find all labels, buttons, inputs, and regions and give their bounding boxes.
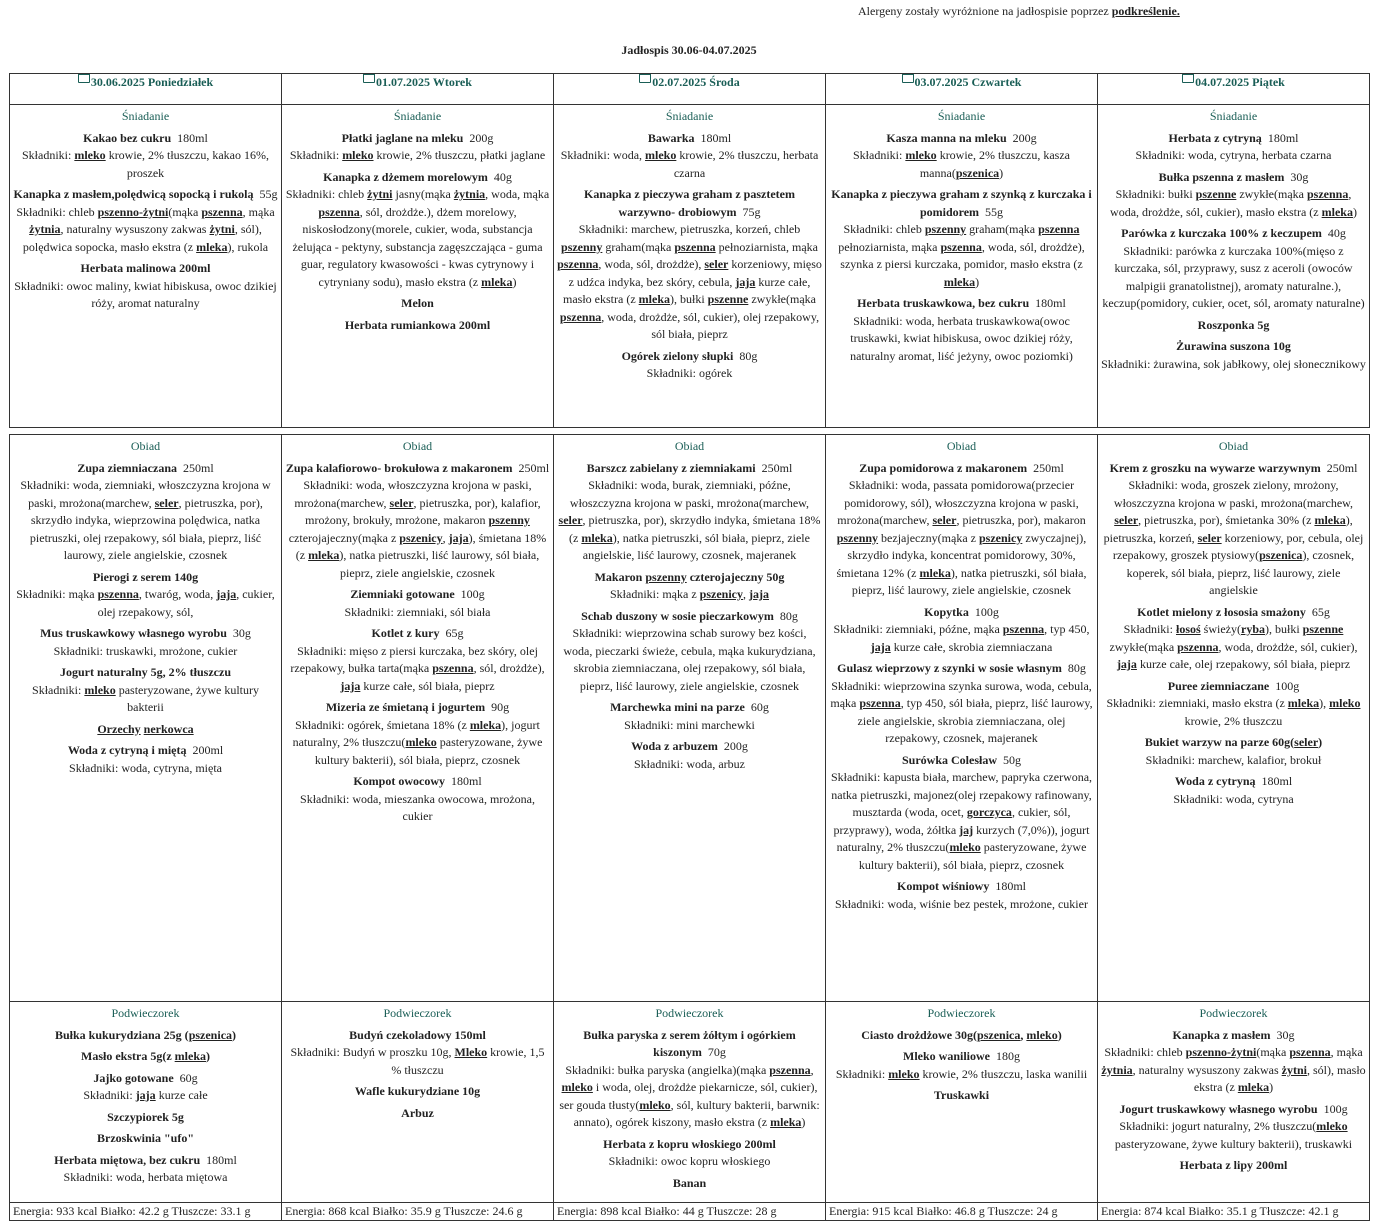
- dish-ingredients: Składniki: bułki pszenne zwykłe(mąka pszenna, woda, drożdże, sól, cukier), masło ekstra (z mleka): [1110, 187, 1357, 219]
- dish-title: Kanapka z pieczywa graham z szynką z kurczaka i pomidorem: [831, 187, 1092, 219]
- dish-title: Krem z groszku na wywarze warzywnym: [1109, 460, 1321, 475]
- dish-name: [13, 742, 278, 760]
- dish-name: [829, 752, 1094, 770]
- dish-title: Bułka pszenna z masłem: [1158, 169, 1285, 184]
- dish-name: [285, 1083, 550, 1101]
- dish-title: Pierogi z serem 140g: [92, 569, 199, 584]
- dish-amount: 40g: [1327, 226, 1346, 240]
- day-header-1: [282, 74, 554, 105]
- dish-name: [829, 1048, 1094, 1066]
- dish-ingredients: Składniki: mleko krowie, 2% tłuszczu, płatki jaglane: [289, 148, 546, 162]
- dish-title: Puree ziemniaczane: [1167, 678, 1270, 693]
- dish-amount: 30g: [1276, 1027, 1295, 1042]
- dish-ingredients: Składniki: jogurt naturalny, 2% tłuszczu(mleko pasteryzowane, żywe kultury bakterii), truskawki: [1114, 1119, 1353, 1151]
- dish-name: [285, 586, 550, 604]
- meal-cell: [826, 435, 1098, 1002]
- dish-amount: 180ml: [451, 774, 482, 788]
- dish-amount: 250ml: [1033, 460, 1064, 475]
- dish-title: Herbata z kopru włoskiego 200ml: [603, 1136, 776, 1151]
- calendar-icon: [902, 74, 914, 84]
- dish-name: [13, 1152, 278, 1170]
- dish-name: [285, 130, 550, 148]
- dish-ingredients: Składniki: ogórek: [646, 366, 733, 380]
- allergen-note-text: Alergeny zostały wyróżnione na jadłospisie poprzez: [858, 4, 1112, 18]
- dish-ingredients: Składniki: bułka paryska (angielka)(mąka pszenna, mleko i woda, olej, drożdże piekarnicze, sól, cukier), ser gouda tłusty(mleko, sól, kultury bakterii, barwnik: annato), ogórek kiszony, masło ekstra (z mleka): [559, 1062, 820, 1129]
- dish-title: Brzoskwinia "ufo": [96, 1131, 194, 1145]
- dish-amount: 180ml: [1267, 130, 1299, 145]
- dish-title: Parówka z kurczaka 100% z keczupem: [1121, 226, 1322, 240]
- spacer-cell: [826, 428, 1098, 435]
- meal-row-snack: [10, 1002, 1370, 1203]
- meal-title: Śniadanie: [937, 109, 986, 123]
- energy-summary: Energia: 868 kcal Białko: 35.9 g Tłuszcze: 24.6 g: [282, 1203, 554, 1221]
- allergen-note: [858, 4, 1180, 19]
- dish-name: [557, 1027, 822, 1062]
- allergen-note-keyword: podkreślenie.: [1111, 4, 1180, 18]
- dish-amount: 100g: [1275, 678, 1300, 693]
- dish-title: Kotlet mielony z łososia smażony: [1137, 604, 1306, 619]
- dish-name: [285, 1105, 550, 1123]
- meal-cell: [1098, 435, 1370, 1002]
- dish-ingredients: Składniki: woda, cytryna, herbata czarna: [1135, 148, 1332, 162]
- page-title: Jadłospis 30.06-04.07.2025: [621, 43, 757, 57]
- meal-row-lunch: [10, 435, 1370, 1002]
- dish-name: [285, 1027, 550, 1045]
- dish-amount: 90g: [491, 700, 510, 714]
- dish-title: Jogurt truskawkowy własnego wyrobu: [1119, 1101, 1318, 1116]
- meal-title: Obiad: [674, 439, 705, 453]
- energy-summary: Energia: 874 kcal Białko: 35.1 g Tłuszcze: 42.1 g: [1098, 1203, 1370, 1221]
- dish-name: [13, 1109, 278, 1127]
- dish-name: [829, 1027, 1094, 1045]
- spacer-cell: [10, 428, 282, 435]
- dish-title: Kanapka z masłem,polędwicą sopocką i rukolą: [13, 187, 254, 201]
- meal-title: Podwieczorek: [1199, 1006, 1268, 1020]
- dish-title: Herbata miętowa, bez cukru: [54, 1152, 201, 1167]
- meal-cell: [826, 1002, 1098, 1203]
- dish-amount: 180ml: [1035, 296, 1066, 310]
- dish-name: [557, 699, 822, 717]
- calendar-icon: [363, 74, 375, 84]
- dish-name: [1101, 1157, 1366, 1175]
- dish-title: Bukiet warzyw na parze 60g(seler): [1144, 735, 1323, 749]
- energy-row: [10, 1203, 1370, 1221]
- day-header-row: [10, 74, 1370, 105]
- dish-amount: 180ml: [177, 130, 208, 145]
- dish-name: [13, 1027, 278, 1045]
- dish-title: Kanapka z dżemem morelowym: [323, 169, 488, 184]
- dish-title: Roszponka 5g: [1197, 317, 1270, 332]
- dish-amount: 200g: [723, 739, 748, 753]
- dish-ingredients: Składniki: wieprzowina szynka surowa, woda, cebula, mąka pszenna, typ 450, sól biała, pieprz, liść laurowy, ziele angielskie, skrobia ziemniaczana, olej rzepakowy, czosnek, majeranek: [830, 678, 1093, 745]
- dish-ingredients: Składniki: mąka z pszenicy, jaja: [610, 587, 769, 601]
- dish-name: [1101, 225, 1366, 243]
- dish-name: [13, 260, 278, 278]
- dish-ingredients: Składniki: mleko krowie, 2% tłuszczu, kakao 16%, proszek: [22, 148, 269, 180]
- dish-title: Jogurt naturalny 5g, 2% tłuszczu: [60, 665, 231, 679]
- dish-title: Mus truskawkowy własnego wyrobu: [40, 626, 227, 640]
- dish-amount: 50g: [1003, 752, 1021, 767]
- dish-amount: 65g: [1311, 604, 1330, 619]
- dish-amount: 65g: [445, 626, 464, 640]
- day-label: 04.07.2025 Piątek: [1195, 75, 1285, 89]
- dish-amount: 30g: [232, 626, 251, 640]
- meal-title: Obiad: [946, 439, 977, 453]
- dish-name: [829, 660, 1094, 678]
- dish-amount: 250ml: [1326, 460, 1358, 475]
- dish-name: [13, 1130, 278, 1148]
- dish-ingredients: Składniki: mleko krowie, 2% tłuszczu, laska wanilii: [835, 1066, 1088, 1081]
- dish-title: Bułka kukurydziana 25g (pszenica): [54, 1027, 237, 1042]
- dish-amount: 80g: [739, 348, 758, 363]
- dish-name: [1101, 130, 1366, 148]
- dish-name: [13, 460, 278, 478]
- dish-ingredients: Składniki: woda, groszek zielony, mrożony, włoszczyzna krojona w paski, mrożona(marchew, seler, pietruszka, por), śmietanka 30% (z mleka), pietruszka, korzeń, seler korzeniowy, por, cebula, olej rzepakowy, groszek ptysiowy(pszenica), czosnek, koperek, sól biała, pieprz, liść laurowy, ziele angielskie: [1103, 478, 1364, 597]
- dish-ingredients: Składniki: woda, wiśnie bez pestek, mrożone, cukier: [835, 896, 1088, 911]
- dish-name: [13, 664, 278, 682]
- row-spacer: [10, 428, 1370, 435]
- dish-name: [829, 1087, 1094, 1105]
- dish-title: Szczypiorek 5g: [107, 1109, 184, 1124]
- dish-title: Płatki jaglane na mleku: [341, 130, 464, 145]
- dish-name: [285, 460, 550, 478]
- meal-title: Obiad: [1218, 439, 1249, 453]
- dish-name: [285, 317, 550, 335]
- calendar-icon: [1182, 74, 1194, 84]
- dish-ingredients: Składniki: woda, cytryna, mięta: [69, 760, 222, 775]
- dish-amount: 180ml: [1261, 774, 1293, 788]
- day-header-4: [1098, 74, 1370, 105]
- meal-cell: [10, 105, 282, 428]
- dish-name: [1101, 773, 1366, 791]
- dish-title: Melon: [401, 296, 434, 310]
- dish-name: [829, 604, 1094, 622]
- dish-name: [285, 169, 550, 187]
- dish-title: Schab duszony w sosie pieczarkowym: [581, 608, 774, 623]
- dish-ingredients: Składniki: chleb pszenno-żytni(mąka pszenna, mąka żytnia, naturalny wysuszony zakwas żytni, sól), polędwica sopocka, masło ekstra (z mleka), rukola: [16, 204, 275, 254]
- dish-name: [1101, 678, 1366, 696]
- meal-title: Podwieczorek: [655, 1006, 724, 1020]
- dish-name: [13, 1070, 278, 1088]
- dish-ingredients: Składniki: marchew, pietruszka, korzeń, chleb pszenny graham(mąka pszenna pełnoziarnista, mąka pszenna, woda, sól, drożdże), seler korzeniowy, mięso z udźca indyka, bez skóry, cebula, jaja kurze całe, masło ekstra (z mleka), bułki pszenne zwykłe(mąka pszenna, woda, drożdże, sól, cukier), olej rzepakowy, sól biała, pieprz: [557, 222, 822, 341]
- dish-amount: 55g: [985, 204, 1004, 219]
- dish-name: [13, 569, 278, 587]
- dish-name: [557, 460, 822, 478]
- dish-ingredients: Składniki: mięso z piersi kurczaka, bez skóry, olej rzepakowy, bułka tarta(mąka pszenna, sól, drożdże), jaja kurze całe, sól biała, pieprz: [290, 643, 545, 693]
- dish-amount: 200g: [1012, 130, 1037, 145]
- dish-amount: 70g: [707, 1045, 726, 1059]
- meal-cell: [554, 1002, 826, 1203]
- meal-cell: [554, 105, 826, 428]
- dish-ingredients: Składniki: owoc maliny, kwiat hibiskusa, owoc dzikiej róży, aromat naturalny: [14, 278, 277, 310]
- dish-title: Arbuz: [401, 1105, 434, 1120]
- spacer-cell: [1098, 428, 1370, 435]
- dish-ingredients: Składniki: Budyń w proszku 10g, Mleko krowie, 1,5 % tłuszczu: [290, 1045, 545, 1077]
- dish-title: Budyń czekoladowy 150ml: [349, 1027, 486, 1042]
- dish-title: Ziemniaki gotowane: [350, 587, 455, 601]
- dish-title: Surówka Colesław: [901, 752, 997, 767]
- spacer-cell: [554, 428, 826, 435]
- dish-ingredients: Składniki: mleko pasteryzowane, żywe kultury bakterii: [32, 682, 259, 714]
- dish-amount: 180ml: [206, 1152, 237, 1167]
- dish-title: Zupa pomidorowa z makaronem: [859, 460, 1028, 475]
- dish-title: Mleko waniliowe: [903, 1049, 990, 1063]
- dish-name: [1101, 734, 1366, 752]
- dish-name: [285, 699, 550, 717]
- day-label: 02.07.2025 Środa: [652, 75, 740, 89]
- dish-amount: 80g: [779, 608, 798, 623]
- dish-ingredients: Składniki: owoc kopru włoskiego: [608, 1154, 771, 1168]
- dish-amount: 200g: [469, 130, 494, 145]
- dish-ingredients: Składniki: mini marchewki: [624, 717, 755, 732]
- dish-name: [13, 625, 278, 643]
- dish-amount: 55g: [259, 187, 278, 201]
- dish-ingredients: Składniki: parówka z kurczaka 100%(mięso z kurczaka, sól, przyprawy, susz z aceroli (owoców malpigii granatolistnej), aromaty naturalne.), keczup(pomidory, cukier, ocet, sól, aromaty naturalne): [1102, 243, 1365, 310]
- dish-name: [829, 460, 1094, 478]
- dish-name: [1101, 460, 1366, 478]
- energy-summary: Energia: 915 kcal Białko: 46.8 g Tłuszcze: 24 g: [826, 1203, 1098, 1221]
- dish-name: [557, 1136, 822, 1154]
- dish-amount: 250ml: [183, 460, 214, 475]
- meal-cell: [826, 105, 1098, 428]
- dish-ingredients: Składniki: ogórek, śmietana 18% (z mleka), jogurt naturalny, 2% tłuszczu(mleko pasteryzowane, żywe kultury bakterii), sól biała, pieprz, czosnek: [292, 717, 543, 767]
- dish-name: [13, 186, 278, 204]
- dish-ingredients: Składniki: mleko krowie, 2% tłuszczu, kasza manna(pszenica): [853, 148, 1070, 180]
- meal-title: Śniadanie: [665, 109, 714, 123]
- dish-title: Makaron pszenny czterojajeczny 50g: [594, 569, 785, 584]
- day-label: 30.06.2025 Poniedziałek: [90, 75, 214, 89]
- dish-name: [285, 295, 550, 313]
- dish-title: Woda z cytryną: [1174, 774, 1256, 788]
- dish-name: [557, 186, 822, 221]
- dish-ingredients: Składniki: woda, herbata truskawkowa(owoc truskawki, kwiat hibiskusa, owoc dzikiej róży, naturalny aromat, liść jeżyny, owoc poziomki): [850, 313, 1073, 363]
- dish-title: Jajko gotowane: [93, 1070, 174, 1085]
- dish-title: Kanapka z masłem: [1172, 1027, 1271, 1042]
- dish-amount: 80g: [1067, 661, 1086, 675]
- meal-cell: [282, 1002, 554, 1203]
- dish-title: Herbata rumiankowa 200ml: [344, 317, 491, 332]
- dish-title: Gulasz wieprzowy z szynki w sosie własnym: [837, 661, 1062, 675]
- meal-title: Podwieczorek: [383, 1006, 452, 1020]
- dish-ingredients: Składniki: ziemniaki, sól biała: [344, 604, 491, 619]
- menu-table: [9, 73, 1370, 1221]
- meal-cell: [282, 435, 554, 1002]
- dish-name: [1101, 1027, 1366, 1045]
- dish-name: [285, 625, 550, 643]
- energy-summary: Energia: 933 kcal Białko: 42.2 g Tłuszcze: 33.1 g: [10, 1203, 282, 1221]
- dish-name: [557, 130, 822, 148]
- dish-amount: 250ml: [761, 460, 793, 475]
- dish-title: Marchewka mini na parze: [610, 700, 745, 714]
- dish-name: [1101, 169, 1366, 187]
- dish-ingredients: Składniki: jaja kurze całe: [83, 1088, 208, 1102]
- dish-title: Mizeria ze śmietaną i jogurtem: [325, 700, 486, 714]
- dish-name: [557, 569, 822, 587]
- dish-title: Ciasto drożdżowe 30g(pszenica, mleko): [861, 1027, 1062, 1042]
- dish-title: Barszcz zabielany z ziemniakami: [586, 460, 756, 475]
- dish-name: [829, 186, 1094, 221]
- dish-title: Herbata truskawkowa, bez cukru: [857, 296, 1030, 310]
- dish-amount: 60g: [750, 700, 769, 714]
- dish-name: [1101, 317, 1366, 335]
- dish-ingredients: Składniki: woda, włoszczyzna krojona w paski, mrożona(marchew, seler, pietruszka, por), kalafior, mrożony, brokuły, mrożone, makaron pszenny czterojajeczny(mąka z pszenicy, jaja), śmietana 18% (z mleka), natka pietruszki, liść laurowy, sól biała, pieprz, ziele angielskie, czosnek: [288, 478, 547, 580]
- dish-title: Wafle kukurydziane 10g: [354, 1084, 481, 1098]
- dish-amount: 75g: [742, 204, 761, 219]
- dish-ingredients: Składniki: chleb pszenny graham(mąka pszenna pełnoziarnista, mąka pszenna, woda, sól, drożdże), szynka z piersi kurczaka, pomidor, masło ekstra (z mleka): [838, 222, 1085, 289]
- dish-title: Woda z arbuzem: [631, 739, 718, 753]
- dish-ingredients: Składniki: woda, ziemniaki, włoszczyzna krojona w paski, mrożona(marchew, seler, pietruszka, por), skrzydło indyka, wieprzowina polędwica, natka pietruszki, olej rzepakowy, sól biała, pieprz, liść laurowy, ziele angielskie, czosnek: [20, 478, 271, 562]
- dish-amount: 30g: [1290, 169, 1309, 184]
- dish-amount: 200ml: [192, 743, 224, 757]
- dish-ingredients: Składniki: chleb żytni jasny(mąka żytnia, woda, mąka pszenna, sól, drożdże.), dżem morelowy, niskosłodzony(morele, cukier, woda, substancja żelująca - pektyny, substancja zagęszczająca - guma guar, regulatory kwasowości - kwas cytrynowy i cytryniany sodu), masło ekstra (z mleka): [285, 187, 550, 289]
- dish-ingredients: Składniki: woda, mleko krowie, 2% tłuszczu, herbata czarna: [560, 148, 819, 180]
- dish-title: Kasza manna na mleku: [886, 130, 1007, 145]
- meal-cell: [1098, 1002, 1370, 1203]
- energy-summary: Energia: 898 kcal Białko: 44 g Tłuszcze: 28 g: [554, 1203, 826, 1221]
- dish-title: Ogórek zielony słupki: [621, 348, 734, 363]
- meal-cell: [282, 105, 554, 428]
- dish-name: [13, 721, 278, 739]
- dish-title: Kakao bez cukru: [83, 130, 172, 145]
- dish-name: [1101, 1101, 1366, 1119]
- dish-name: [1101, 604, 1366, 622]
- dish-title: Herbata z cytryną: [1168, 130, 1262, 145]
- dish-ingredients: Składniki: woda, herbata miętowa: [63, 1170, 228, 1184]
- dish-name: [1101, 338, 1366, 356]
- dish-title: Masło ekstra 5g(z mleka): [81, 1049, 210, 1063]
- dish-name: [829, 295, 1094, 313]
- dish-ingredients: Składniki: kapusta biała, marchew, papryka czerwona, natka pietruszki, majonez(olej rzepakowy rafinowany, musztarda (woda, ocet, gorczyca, cukier, sól, przyprawy), woda, żółtka jaj kurzych (7,0%)), jogurt naturalny, 2% tłuszczu(mleko pasteryzowane, żywe kultury bakterii), sól biała, pieprz, czosnek: [830, 770, 1093, 872]
- day-header-0: [10, 74, 282, 105]
- dish-title: Woda z cytryną i miętą: [67, 743, 187, 757]
- dish-ingredients: Składniki: woda, arbuz: [634, 756, 745, 771]
- meal-title: Śniadanie: [1209, 109, 1258, 123]
- meal-title: Obiad: [130, 439, 161, 453]
- day-label: 03.07.2025 Czwartek: [914, 75, 1022, 89]
- dish-title: Zupa ziemniaczana: [77, 460, 177, 475]
- dish-amount: 100g: [974, 604, 999, 619]
- spacer-cell: [282, 428, 554, 435]
- calendar-icon: [78, 74, 90, 84]
- dish-name: [557, 738, 822, 756]
- day-header-3: [826, 74, 1098, 105]
- dish-ingredients: Składniki: woda, mieszanka owocowa, mrożona, cukier: [300, 791, 535, 823]
- dish-name: [557, 348, 822, 366]
- dish-name: [13, 130, 278, 148]
- meal-title: Podwieczorek: [111, 1006, 180, 1020]
- dish-title: Banan: [672, 1175, 707, 1190]
- dish-ingredients: Składniki: wieprzowina schab surowy bez kości, woda, pieczarki świeże, cebula, mąka kukurydziana, skrobia ziemniaczana, olej rzepakowy, sól biała, pieprz, liść laurowy, ziele angielskie, czosnek: [563, 626, 816, 693]
- dish-amount: 100g: [460, 587, 485, 601]
- dish-ingredients: Składniki: mąka pszenna, twaróg, woda, jaja, cukier, olej rzepakowy, sól,: [16, 587, 275, 619]
- calendar-icon: [639, 74, 651, 84]
- dish-title: Kotlet z kury: [371, 626, 440, 640]
- dish-amount: 180ml: [700, 130, 732, 145]
- dish-amount: 100g: [1323, 1101, 1348, 1116]
- dish-title: Herbata malinowa 200ml: [80, 261, 211, 275]
- dish-title: Orzechy nerkowca: [97, 721, 194, 736]
- meal-title: Podwieczorek: [927, 1006, 996, 1020]
- dish-ingredients: Składniki: woda, passata pomidorowa(przecier pomidorowy, sól), włoszczyzna krojona w paski, mrożona(marchew, seler, pietruszka, por), makaron pszenny bezjajeczny(mąka z pszenicy zwyczajnej), skrzydło indyka, koncentrat pomidorowy, 30%, śmietana 12% (z mleka), natka pietruszki, sól biała, pieprz, liść laurowy, ziele angielskie, czosnek: [836, 478, 1087, 597]
- dish-name: [829, 878, 1094, 896]
- dish-title: Bawarka: [647, 130, 695, 145]
- meal-cell: [1098, 105, 1370, 428]
- meal-cell: [554, 435, 826, 1002]
- day-header-2: [554, 74, 826, 105]
- dish-title: Kopytka: [924, 604, 969, 619]
- dish-ingredients: Składniki: ziemniaki, masło ekstra (z mleka), mleko krowie, 2% tłuszczu: [1106, 696, 1361, 728]
- dish-ingredients: Składniki: woda, cytryna: [1173, 791, 1294, 806]
- dish-name: [829, 130, 1094, 148]
- dish-amount: 60g: [179, 1070, 198, 1085]
- dish-ingredients: Składniki: ziemniaki, późne, mąka pszenna, typ 450, jaja kurze całe, skrobia ziemniaczana: [833, 622, 1090, 654]
- dish-name: [557, 1175, 822, 1193]
- meal-title: Obiad: [402, 439, 433, 453]
- dish-title: Zupa kalafiorowo- brokułowa z makaronem: [285, 460, 513, 475]
- dish-amount: 180g: [996, 1049, 1020, 1063]
- dish-ingredients: Składniki: truskawki, mrożone, cukier: [53, 643, 238, 658]
- day-label: 01.07.2025 Wtorek: [376, 75, 472, 89]
- dish-ingredients: Składniki: żurawina, sok jabłkowy, olej słonecznikowy: [1101, 356, 1366, 371]
- dish-title: Truskawki: [933, 1088, 990, 1102]
- dish-amount: 180ml: [995, 879, 1026, 893]
- dish-ingredients: Składniki: woda, burak, ziemniaki, późne, włoszczyzna krojona w paski, mrożona(marchew, seler, pietruszka, por), skrzydło indyka, śmietana 18% (z mleka), natka pietruszki, sól biała, pieprz, ziele angielskie, liść laurowy, czosnek, majeranek: [558, 478, 821, 562]
- dish-ingredients: Składniki: chleb pszenno-żytni(mąka pszenna, mąka żytnia, naturalny wysuszony zakwas żytni, sól), masło ekstra (z mleka): [1101, 1045, 1366, 1094]
- dish-ingredients: Składniki: łosoś świeży(ryba), bułki pszenne zwykłe(mąka pszenna, woda, drożdże, sól, cukier), jaja kurze całe, olej rzepakowy, sól biała, pieprz: [1109, 622, 1358, 671]
- meal-title: Śniadanie: [393, 109, 442, 123]
- meal-cell: [10, 435, 282, 1002]
- dish-title: Żurawina suszona 10g: [1176, 339, 1291, 353]
- meal-row-breakfast: [10, 105, 1370, 428]
- dish-name: [285, 773, 550, 791]
- dish-title: Bułka paryska z serem żółtym i ogórkiem kiszonym: [583, 1027, 796, 1059]
- dish-amount: 40g: [493, 169, 512, 184]
- meal-title: Śniadanie: [121, 109, 170, 123]
- dish-title: Kompot wiśniowy: [896, 879, 990, 893]
- dish-name: [557, 608, 822, 626]
- meal-cell: [10, 1002, 282, 1203]
- dish-name: [13, 1048, 278, 1066]
- dish-title: Herbata z lipy 200ml: [1179, 1158, 1288, 1172]
- dish-title: Kompot owocowy: [353, 774, 445, 788]
- dish-ingredients: Składniki: marchew, kalafior, brokuł: [1145, 752, 1322, 767]
- dish-title: Kanapka z pieczywa graham z pasztetem warzywno- drobiowym: [584, 187, 795, 219]
- dish-amount: 250ml: [518, 460, 550, 475]
